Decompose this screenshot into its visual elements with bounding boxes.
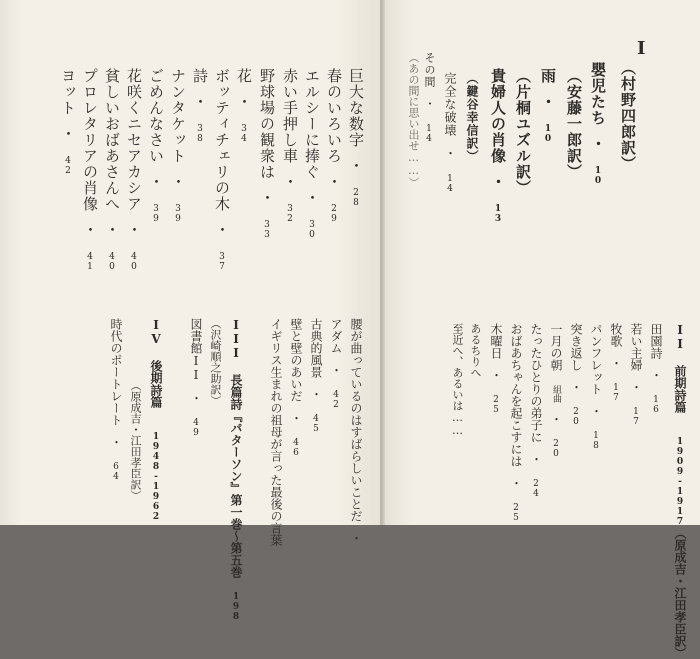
- toc-entry: [270, 318, 282, 546]
- toc-entry: 詩・38: [191, 68, 209, 144]
- toc-entry-title: ヨット: [59, 68, 77, 116]
- toc-entry-page: 42: [63, 156, 73, 176]
- toc-entry-title: 花: [235, 68, 253, 84]
- toc-entry-title: 雨: [539, 68, 557, 84]
- toc-entry-title: 詩: [191, 68, 209, 84]
- toc-entry-page: 64: [111, 462, 121, 482]
- toc-entry-page: 13: [493, 204, 503, 224]
- toc-entry-page: 28: [351, 188, 361, 208]
- toc-entry-title: ボッティチェリの木: [213, 68, 231, 212]
- toc-entry-page: 42: [331, 390, 341, 410]
- toc-entry-page: 25: [491, 395, 501, 415]
- toc-entry: 赤い手押し車・32: [281, 68, 299, 224]
- section-detail: 第一巻～第五巻: [229, 494, 243, 578]
- toc-entry-page: 20: [551, 439, 561, 459]
- toc-entry-title: 壁と壁のあいだ: [289, 318, 303, 402]
- toc-entry-page: 16: [651, 395, 661, 415]
- toc-entry-title: 春のいろいろ: [325, 68, 343, 164]
- toc-entry: おばあちゃんを起こすには・25: [509, 323, 523, 523]
- toc-entry: 花・34: [235, 68, 253, 144]
- toc-entry-title: 田園詩: [649, 323, 663, 359]
- toc-entry-title: ごめんなさい: [147, 68, 165, 164]
- section-heading: [230, 318, 242, 622]
- toc-entry: 貴婦人の肖像・13: [489, 68, 507, 224]
- toc-entry: ヨット・42: [59, 68, 77, 176]
- toc-entry: その間・14: [423, 52, 436, 144]
- toc-entry-page: 32: [285, 204, 295, 224]
- section-years: 1948-1962: [151, 432, 161, 522]
- toc-entry: 巨大な数字・28: [347, 68, 365, 208]
- toc-entry-title: 古典的風景: [309, 318, 323, 378]
- section-title: II 前期詩篇: [673, 323, 687, 413]
- toc-entry-title: 野球場の観衆は: [258, 68, 276, 180]
- toc-entry-page: 18: [591, 431, 601, 451]
- toc-entry-sub: 組曲: [551, 385, 561, 403]
- toc-entry-title: 巨大な数字: [347, 68, 365, 148]
- toc-entry: 腰が曲っているのはすばらしいことだ・: [349, 318, 363, 544]
- volume-mark: I: [637, 38, 646, 59]
- toc-entry: 一月の朝組曲・20: [549, 323, 563, 459]
- toc-entry: 木曜日・25: [489, 323, 503, 415]
- toc-entry-page: 49: [191, 418, 201, 438]
- toc-entry: 牧歌・17: [609, 323, 623, 403]
- toc-entry-page: 39: [173, 204, 183, 224]
- toc-entry: 図書館II・49: [189, 318, 203, 438]
- toc-entry-title: 花咲くニセアカシア: [125, 68, 143, 212]
- toc-entry-page: 40: [107, 252, 117, 272]
- toc-entry-title: 赤い手押し車: [281, 68, 299, 164]
- toc-entry-title: 完全な破壊: [443, 72, 457, 137]
- section-title: IV 後期詩篇: [149, 318, 163, 408]
- toc-entry-page: 37: [217, 252, 227, 272]
- toc-entry-title: 図書館II: [189, 318, 203, 382]
- toc-entry: 突き返し・20: [569, 323, 583, 427]
- toc-entry: 壁と壁のあいだ・46: [289, 318, 303, 458]
- toc-entry: アダム・42: [329, 318, 343, 410]
- toc-entry: 若い主婦・17: [629, 323, 643, 427]
- toc-entry: 雨・10: [539, 68, 557, 144]
- toc-entry-title: 至近へ、あるいは……: [451, 323, 464, 437]
- section-page: 198: [231, 592, 241, 622]
- toc-entry-title: 木曜日: [489, 323, 503, 359]
- toc-entry-title: 嬰児たち: [589, 62, 607, 126]
- toc-entry-title: あるちりへ: [469, 323, 482, 378]
- translator-label: （鍵谷幸信訳）: [465, 72, 479, 163]
- toc-entry-title: パンフレット: [589, 323, 603, 395]
- toc-entry-title: 一月の朝: [549, 323, 563, 371]
- toc-entry-title: おばあちゃんを起こすには: [509, 323, 523, 467]
- toc-entry-title: 若い主婦: [629, 323, 643, 371]
- toc-entry-page: 46: [291, 438, 301, 458]
- toc-entry-page: 17: [611, 383, 621, 403]
- toc-entry-page: 24: [531, 479, 541, 499]
- toc-entry-page: 29: [329, 204, 339, 224]
- toc-entry-page: 34: [239, 124, 249, 144]
- toc-entry-page: 40: [129, 252, 139, 272]
- toc-entry-page: 10: [593, 166, 603, 186]
- toc-entry: ナンタケット・39: [169, 68, 187, 224]
- translator-label: （沢崎順之助訳）: [209, 318, 222, 406]
- toc-entry: [452, 323, 463, 437]
- toc-entry-title: 時代のポートレート: [109, 318, 123, 426]
- toc-entry-title: たったひとりの弟子に: [529, 323, 543, 443]
- right-page-lower: [382, 315, 700, 659]
- toc-entry-title: 腰が曲っているのはすばらしいことだ: [349, 318, 363, 522]
- toc-entry: ボッティチェリの木・37: [213, 68, 231, 272]
- toc-entry-page: 25: [511, 503, 521, 523]
- toc-entry-page: 20: [571, 407, 581, 427]
- toc-entry-title: 牧歌: [609, 323, 623, 347]
- toc-entry-page: 38: [195, 124, 205, 144]
- translator-label: （原成吉・江田孝臣訳）: [129, 380, 142, 501]
- toc-entry-page: 14: [424, 124, 434, 144]
- toc-entry-page: 41: [85, 252, 95, 272]
- section-heading: [150, 318, 162, 522]
- toc-entry-page: 17: [631, 407, 641, 427]
- translator-label: （村野四郎訳）: [619, 60, 637, 172]
- toc-entry: たったひとりの弟子に・24: [529, 323, 543, 499]
- toc-entry: プロレタリアの肖像・41: [81, 68, 99, 272]
- toc-entry: ごめんなさい・39: [147, 68, 165, 224]
- toc-entry: 古典的風景・45: [309, 318, 323, 434]
- toc-entry: 田園詩・16: [649, 323, 663, 415]
- toc-entry: パンフレット・18: [589, 323, 603, 451]
- toc-entry-title: アダム: [329, 318, 343, 354]
- translator-label: （安藤一郎訳）: [565, 68, 583, 180]
- section-title: III 長篇詩『パターソン』: [229, 318, 243, 494]
- toc-entry: 貧しいおばあさんへ・40: [103, 68, 121, 272]
- toc-entry-page: 33: [262, 220, 272, 240]
- toc-entry: 完全な破壊・14: [443, 72, 457, 194]
- toc-entry-title: 貧しいおばあさんへ: [103, 68, 121, 212]
- toc-entry: [470, 323, 481, 378]
- toc-entry-page: 10: [543, 124, 553, 144]
- translator-label: （原成吉・江田孝臣訳）: [673, 527, 687, 659]
- toc-entry-title: その間: [423, 52, 436, 88]
- toc-entry-title: エルシーに捧ぐ: [303, 68, 321, 180]
- toc-entry: 嬰児たち・10: [589, 62, 607, 186]
- toc-entry-title: 貴婦人の肖像: [489, 68, 507, 164]
- toc-entry-title: ナンタケット: [169, 68, 187, 164]
- section-heading: [674, 323, 686, 659]
- toc-entry-page: 45: [311, 414, 321, 434]
- toc-entry: 野球場の観衆は・33: [258, 68, 276, 240]
- toc-entry: 春のいろいろ・29: [325, 68, 343, 224]
- toc-entry-page: 14: [445, 174, 455, 194]
- toc-entry: 花咲くニセアカシア・40: [125, 68, 143, 272]
- toc-entry-title: イギリス生まれの祖母が言った最後の言葉: [269, 318, 283, 546]
- toc-entry-page: 30: [307, 220, 317, 240]
- toc-faint-line: （あの間に思い出せ……）: [407, 52, 420, 188]
- toc-entry: 時代のポートレート・64: [109, 318, 123, 482]
- section-years: 1909-1917: [675, 437, 685, 527]
- toc-entry-title: 突き返し: [569, 323, 583, 371]
- toc-entry: エルシーに捧ぐ・30: [303, 68, 321, 240]
- translator-label: （片桐ユズル訳）: [514, 68, 532, 196]
- toc-entry-title: プロレタリアの肖像: [81, 68, 99, 212]
- toc-entry-page: 39: [151, 204, 161, 224]
